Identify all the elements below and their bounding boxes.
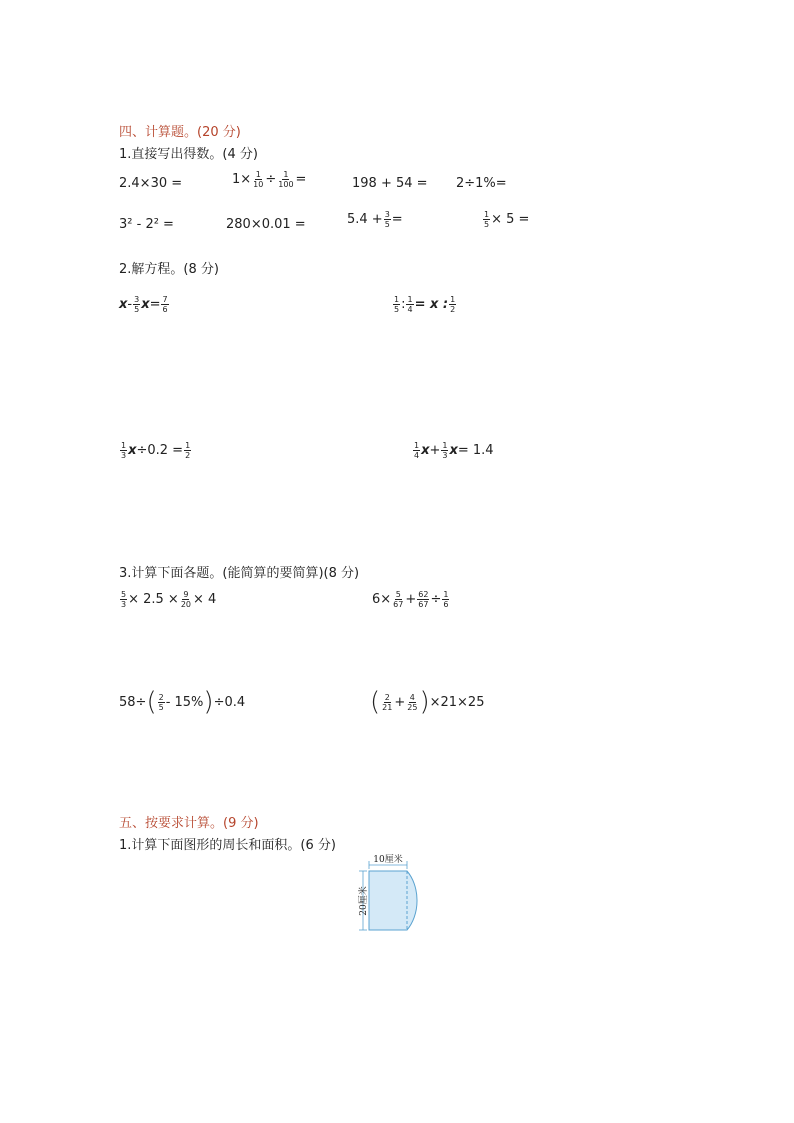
section-4-title: 四、计算题。(20 分) (119, 125, 241, 140)
question-2-label: 2.解方程。(8 分) (119, 262, 219, 277)
oral-item-f: 280×0.01 = (226, 217, 306, 232)
calc-item-1: $\frac{5}{3}$ × 2.5 × $\frac{9}{20}$ × 4 (121, 590, 217, 609)
geometry-figure (350, 852, 450, 936)
height-label: 20厘米 (359, 886, 369, 916)
section-5-question-1-label: 1.计算下面图形的周长和面积。(6 分) (119, 838, 336, 853)
section-5-title: 五、按要求计算。(9 分) (119, 816, 259, 831)
calc-item-4: ( $\frac{2}{21}$ + $\frac{4}{25}$ ) ×21×25 (370, 687, 485, 717)
equation-2: $\frac{1}{5}$ : $\frac{1}{4}$ = x : $\frac{1}{2}$ (394, 295, 456, 314)
question-3-label: 3.计算下面各题。(能简算的要简算)(8 分) (119, 566, 360, 581)
width-label: 10厘米 (373, 855, 403, 865)
equation-1: x - $\frac{3}{5}$ x = $\frac{7}{6}$ (119, 295, 168, 314)
oral-item-e: 3² - 2² = (119, 217, 174, 232)
calc-item-2: 6× $\frac{5}{67}$ + $\frac{62}{67}$ ÷ $\frac{1}{6}$ (372, 590, 449, 609)
oral-item-g: 5.4 + $\frac{3}{5}$ = (347, 210, 403, 229)
oral-item-c: 198 + 54 = (352, 176, 428, 191)
calc-item-3: 58÷ ( $\frac{2}{5}$ - 15% ) ÷0.4 (119, 687, 246, 717)
oral-item-a: 2.4×30 = (119, 176, 183, 191)
equation-4: $\frac{1}{4}$ x + $\frac{1}{3}$ x = 1.4 (414, 441, 494, 460)
oral-item-h: $\frac{1}{5}$ × 5 = (484, 210, 530, 229)
oral-item-b: 1× $\frac{1}{10}$ ÷ $\frac{1}{100}$ = (232, 170, 307, 189)
equation-3: $\frac{1}{3}$ x ÷0.2 = $\frac{1}{2}$ (121, 441, 191, 460)
question-1-label: 1.直接写出得数。(4 分) (119, 147, 258, 162)
oral-item-d: 2÷1%= (456, 176, 507, 191)
